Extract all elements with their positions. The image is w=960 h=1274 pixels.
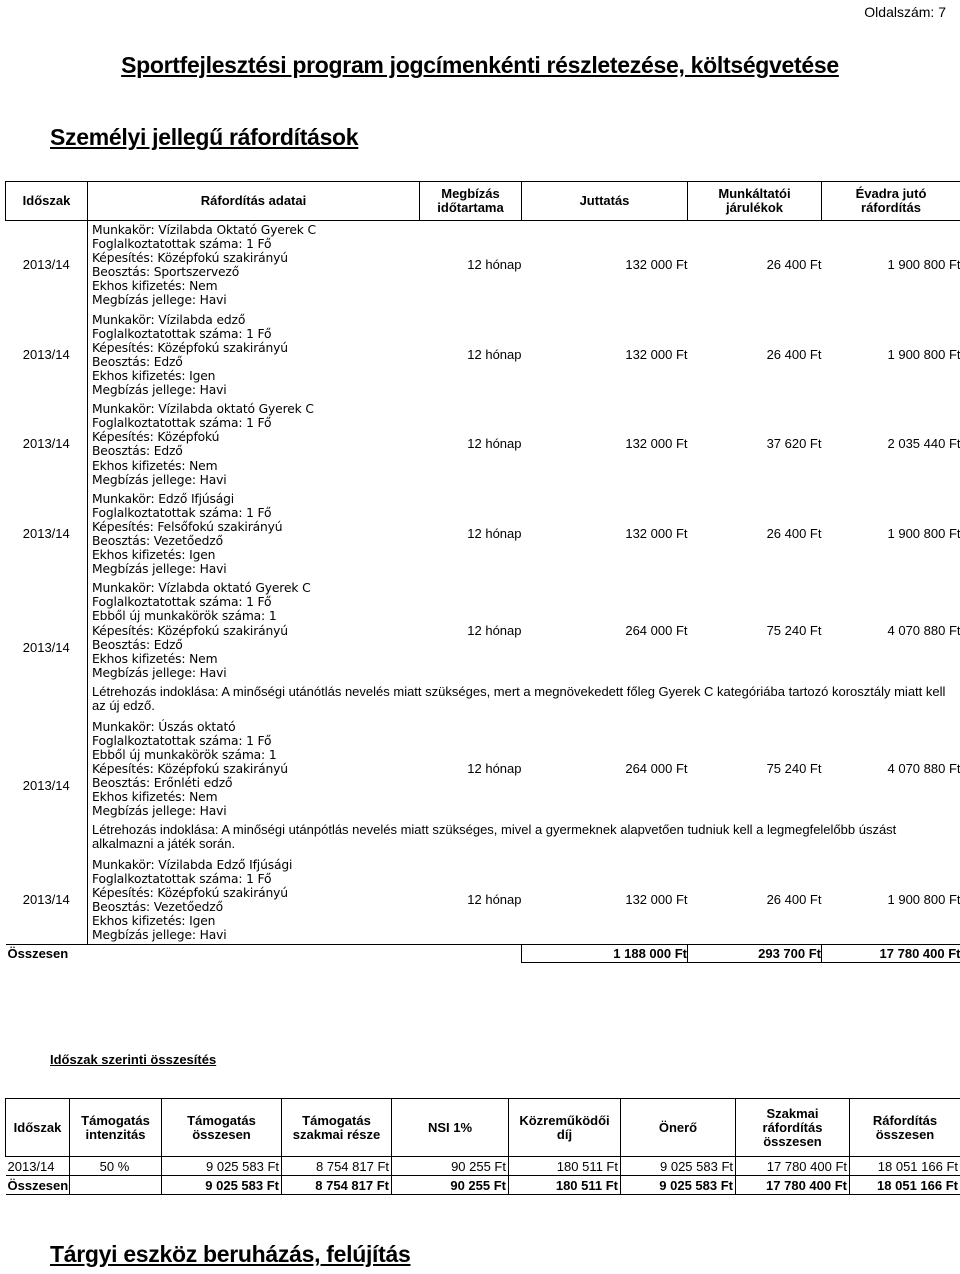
justification-text: Létrehozás indoklása: A minőségi utánpótlás nevelés miatt szükséges, mivel a gyermeknek alapvetően tudniuk kell a legmegfelelőbb úszást alkalmazni a játék során. xyxy=(92,822,897,852)
summary-header-cell: Időszak xyxy=(6,1099,70,1157)
row-payment: 132 000 Ft xyxy=(522,400,688,490)
header-annual-cost: Évadra jutó ráfordítás xyxy=(822,182,960,221)
row-details xyxy=(88,221,420,311)
row-annual-cost: 1 900 800 Ft xyxy=(887,257,960,273)
row-payment: 132 000 Ft xyxy=(625,257,688,273)
detail-line: Ekhos kifizetés: Nem xyxy=(92,458,218,473)
row-annual-cost: 1 900 800 Ft xyxy=(822,855,960,945)
detail-line: Megbízás jellege: Havi xyxy=(92,665,227,680)
summary-header-cell: Szakmai ráfordítás összesen xyxy=(736,1099,850,1157)
detail-line: Foglalkoztatottak száma: 1 Fő xyxy=(92,505,272,520)
table-row xyxy=(6,489,960,579)
row-details xyxy=(88,579,420,682)
row-employer-contrib: 75 240 Ft xyxy=(688,579,822,682)
detail-line: Foglalkoztatottak száma: 1 Fő xyxy=(92,416,272,431)
table-row xyxy=(6,855,960,945)
detail-line: Képesítés: Középfokú szakirányú xyxy=(92,761,288,776)
table-row xyxy=(6,579,960,682)
row-duration: 12 hónap xyxy=(420,579,522,682)
detail-line: Képesítés: Középfokú szakirányú xyxy=(92,340,288,355)
summary-header-row xyxy=(6,1099,960,1157)
table-row xyxy=(6,310,960,400)
row-payment: 264 000 Ft xyxy=(522,579,688,682)
row-period: 2013/14 xyxy=(6,400,88,490)
detail-line: Munkakör: Vízilabda edző xyxy=(92,312,246,327)
summary-cell: 90 255 Ft xyxy=(392,1157,509,1176)
detail-line: Képesítés: Felsőfokú szakirányú xyxy=(92,519,283,534)
detail-line: Foglalkoztatottak száma: 1 Fő xyxy=(92,237,272,252)
summary-cell: 18 051 166 Ft xyxy=(850,1157,960,1176)
summary-header-cell: Önerő xyxy=(621,1099,736,1157)
justification-text: Létrehozás indoklása: A minőségi utánótlás nevelés miatt szükséges, mert a megnövekedett főleg Gyerek C kategóriába tartozó korosztály miatt kell az új edző. xyxy=(92,683,946,714)
row-payment: 132 000 Ft xyxy=(522,489,688,579)
detail-line: Foglalkoztatottak száma: 1 Fő xyxy=(92,595,272,610)
summary-total-cell: 18 051 166 Ft xyxy=(850,1176,960,1195)
summary-total-cell xyxy=(70,1176,162,1195)
detail-line: Foglalkoztatottak száma: 1 Fő xyxy=(92,871,272,886)
row-details xyxy=(88,489,420,579)
row-period: 2013/14 xyxy=(6,717,88,855)
summary-cell: 17 780 400 Ft xyxy=(736,1157,850,1176)
summary-data-row xyxy=(6,1157,960,1176)
detail-line: Munkakör: Vízlabda oktató Gyerek C xyxy=(92,581,311,596)
detail-line: Beosztás: Erőnléti edző xyxy=(92,775,233,790)
table-row xyxy=(6,221,960,311)
personnel-costs-table xyxy=(5,181,960,963)
detail-line: Munkakör: Vízilabda oktató Gyerek C xyxy=(92,402,314,417)
summary-header-cell: Támogatás összesen xyxy=(162,1099,282,1157)
row-duration: 12 hónap xyxy=(467,257,522,273)
summary-total-cell: 8 754 817 Ft xyxy=(282,1176,392,1195)
justification-row xyxy=(6,682,960,717)
page-number: Oldalszám: 7 xyxy=(864,4,946,20)
summary-header-cell: Támogatás szakmai része xyxy=(282,1099,392,1157)
detail-line: Képesítés: Középfokú xyxy=(92,430,220,445)
detail-line: Ekhos kifizetés: Nem xyxy=(92,789,218,804)
detail-line: Beosztás: Edző xyxy=(92,637,183,652)
total-annual-cost: 17 780 400 Ft xyxy=(822,945,960,963)
row-annual-cost: 1 900 800 Ft xyxy=(822,310,960,400)
summary-cell: 2013/14 xyxy=(6,1157,70,1176)
table-row xyxy=(6,717,960,820)
summary-total-cell: Összesen xyxy=(7,1177,69,1193)
detail-line: Beosztás: Vezetőedző xyxy=(92,900,223,915)
row-annual-cost: 2 035 440 Ft xyxy=(822,400,960,490)
section-title: Személyi jellegű ráfordítások xyxy=(50,124,359,150)
detail-line: Beosztás: Sportszervező xyxy=(92,265,240,280)
row-duration: 12 hónap xyxy=(420,400,522,490)
justification-row xyxy=(6,820,960,855)
summary-title: Időszak szerinti összesítés xyxy=(50,1052,217,1067)
detail-line: Beosztás: Vezetőedző xyxy=(92,533,223,548)
detail-line: Megbízás jellege: Havi xyxy=(92,293,227,308)
detail-line: Beosztás: Edző xyxy=(92,444,183,459)
total-label: Összesen xyxy=(6,945,420,963)
detail-line: Megbízás jellege: Havi xyxy=(92,804,227,819)
summary-total-row xyxy=(6,1176,960,1195)
summary-header-cell: Közreműködői díj xyxy=(509,1099,621,1157)
row-employer-contrib: 26 400 Ft xyxy=(688,310,822,400)
summary-total-cell: 9 025 583 Ft xyxy=(621,1176,736,1195)
row-employer-contrib: 26 400 Ft xyxy=(688,855,822,945)
row-period: 2013/14 xyxy=(6,579,88,717)
detail-line: Foglalkoztatottak száma: 1 Fő xyxy=(92,733,272,748)
header-employer-contrib: Munkáltatói járulékok xyxy=(688,182,822,221)
row-details xyxy=(88,855,420,945)
summary-header-cell: Támogatás intenzitás xyxy=(70,1099,162,1157)
detail-line: Ekhos kifizetés: Igen xyxy=(92,914,216,929)
detail-line: Megbízás jellege: Havi xyxy=(92,383,227,398)
summary-total-cell: 9 025 583 Ft xyxy=(162,1176,282,1195)
header-details: Ráfordítás adatai xyxy=(88,182,420,221)
detail-line: Munkakör: Úszás oktató xyxy=(92,719,236,734)
detail-line: Képesítés: Középfokú szakirányú xyxy=(92,885,288,900)
row-annual-cost: 4 070 880 Ft xyxy=(822,579,960,682)
detail-line: Ebből új munkakörök száma: 1 xyxy=(92,747,277,762)
row-payment: 264 000 Ft xyxy=(522,717,688,820)
row-annual-cost: 4 070 880 Ft xyxy=(822,717,960,820)
detail-line: Megbízás jellege: Havi xyxy=(92,472,227,487)
row-period: 2013/14 xyxy=(6,221,88,311)
detail-line: Ekhos kifizetés: Nem xyxy=(92,279,218,294)
row-employer-contrib: 26 400 Ft xyxy=(688,489,822,579)
summary-table xyxy=(5,1098,960,1195)
summary-header-cell: NSI 1% xyxy=(392,1099,509,1157)
row-employer-contrib: 26 400 Ft xyxy=(766,257,822,273)
detail-line: Megbízás jellege: Havi xyxy=(92,928,227,943)
detail-line: Ekhos kifizetés: Nem xyxy=(92,651,218,666)
section-title-fixed-assets: Tárgyi eszköz beruházás, felújítás xyxy=(50,1241,411,1267)
row-duration: 12 hónap xyxy=(420,489,522,579)
header-payment: Juttatás xyxy=(522,182,688,221)
detail-line: Munkakör: Vízilabda Edző Ifjúsági xyxy=(92,857,293,872)
detail-line: Munkakör: Edző Ifjúsági xyxy=(92,491,235,506)
header-duration: Megbízás időtartama xyxy=(420,182,522,221)
detail-line: Ekhos kifizetés: Igen xyxy=(92,548,216,563)
total-row xyxy=(6,945,960,963)
summary-cell: 180 511 Ft xyxy=(509,1157,621,1176)
row-period: 2013/14 xyxy=(6,855,88,945)
row-duration: 12 hónap xyxy=(420,717,522,820)
summary-cell: 8 754 817 Ft xyxy=(282,1157,392,1176)
detail-line: Ekhos kifizetés: Igen xyxy=(92,368,216,383)
row-employer-contrib: 75 240 Ft xyxy=(688,717,822,820)
total-payment: 1 188 000 Ft xyxy=(522,945,688,963)
row-duration: 12 hónap xyxy=(420,310,522,400)
summary-cell: 9 025 583 Ft xyxy=(162,1157,282,1176)
detail-line: Képesítés: Középfokú szakirányú xyxy=(92,623,288,638)
detail-line: Munkakör: Vízilabda Oktató Gyerek C xyxy=(92,223,316,237)
detail-line: Megbízás jellege: Havi xyxy=(92,562,227,577)
row-annual-cost: 1 900 800 Ft xyxy=(822,489,960,579)
summary-total-cell: 180 511 Ft xyxy=(509,1176,621,1195)
summary-total-cell: 90 255 Ft xyxy=(392,1176,509,1195)
table-row xyxy=(6,400,960,490)
summary-total-cell: 17 780 400 Ft xyxy=(736,1176,850,1195)
row-period: 2013/14 xyxy=(6,489,88,579)
detail-line: Ebből új munkakörök száma: 1 xyxy=(92,609,277,624)
row-period: 2013/14 xyxy=(6,310,88,400)
row-payment: 132 000 Ft xyxy=(522,855,688,945)
detail-line: Képesítés: Középfokú szakirányú xyxy=(92,251,288,266)
row-details xyxy=(88,400,420,490)
row-employer-contrib: 37 620 Ft xyxy=(688,400,822,490)
detail-line: Beosztás: Edző xyxy=(92,354,183,369)
row-duration: 12 hónap xyxy=(420,855,522,945)
summary-cell: 9 025 583 Ft xyxy=(621,1157,736,1176)
row-details xyxy=(88,717,420,820)
detail-line: Foglalkoztatottak száma: 1 Fő xyxy=(92,326,272,341)
summary-cell: 50 % xyxy=(70,1157,162,1176)
row-payment: 132 000 Ft xyxy=(522,310,688,400)
total-employer-contrib: 293 700 Ft xyxy=(688,945,822,963)
row-details xyxy=(88,310,420,400)
table-header-row xyxy=(6,182,960,221)
summary-header-cell: Ráfordítás összesen xyxy=(850,1099,960,1157)
header-period: Időszak xyxy=(6,182,88,221)
page-title: Sportfejlesztési program jogcímenkénti részletezése, költségvetése xyxy=(121,52,839,78)
